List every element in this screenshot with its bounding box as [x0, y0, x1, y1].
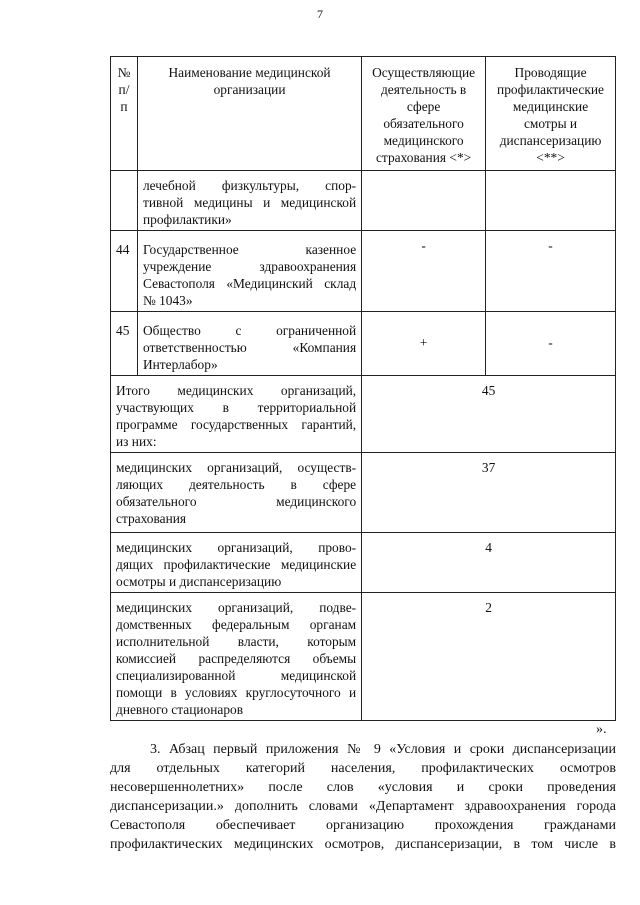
cell-prof — [486, 171, 616, 231]
amendment-paragraph — [110, 740, 616, 854]
cell-name — [137, 171, 361, 231]
text-line: ответственностью «Компания — [142, 340, 357, 355]
text-line: помощи в условиях круглосуточного и — [116, 685, 357, 700]
cell-prof: - — [486, 231, 616, 312]
total-label — [111, 593, 362, 721]
cell-oms — [362, 171, 486, 231]
text-line: из них: — [116, 434, 157, 449]
paragraph-line: Севастополя обеспечивает организацию прохождения гражданами — [110, 818, 616, 833]
total-row — [111, 533, 616, 593]
table-header-row — [111, 57, 616, 171]
header-prof: Проводящие профилактические медицинские смотры и диспансеризацию <**> — [486, 57, 616, 171]
text-line: домственных федеральным органам — [116, 617, 357, 632]
closing-quote: ». — [596, 722, 607, 737]
table-row — [111, 312, 616, 376]
total-row — [111, 453, 616, 533]
text-line: комиссией распределяются объемы — [116, 651, 357, 666]
text-line: лечебной физкультуры, спор- — [142, 178, 357, 193]
text-line: № 1043» — [142, 293, 193, 308]
table-row — [111, 231, 616, 312]
text-line: Итого медицинских организаций, — [116, 383, 357, 398]
total-label — [111, 453, 362, 533]
paragraph-line: профилактических медицинских осмотров, диспансеризации, в том числе в — [110, 837, 616, 852]
text-line: Общество с ограниченной — [142, 323, 357, 338]
cell-prof: - — [486, 312, 616, 376]
paragraph-line: диспансеризации.» дополнить словами «Департамент здравоохранения города — [110, 799, 616, 814]
text-line: обязательного медицинского — [116, 494, 357, 509]
header-name: Наименование медицинской организации — [137, 57, 361, 171]
header-oms: Осуществляющие деятельность в сфере обязательного медицинского страхования <*> — [362, 57, 486, 171]
total-label — [111, 376, 362, 453]
text-line: профилактики» — [142, 212, 232, 227]
cell-num — [111, 171, 138, 231]
total-row — [111, 376, 616, 453]
text-line: участвующих в территориальной — [116, 400, 357, 415]
total-value: 45 — [362, 376, 616, 453]
text-line: тивной медицины и медицинской — [142, 195, 357, 210]
paragraph-line: 3. Абзац первый приложения № 9 «Условия и сроки диспансеризации — [150, 742, 616, 757]
total-value: 37 — [362, 453, 616, 533]
text-line: Севастополя «Медицинский склад — [142, 276, 357, 291]
table-row — [111, 171, 616, 231]
text-line: учреждение здравоохранения — [142, 259, 357, 274]
cell-name — [137, 231, 361, 312]
cell-num: 45 — [111, 312, 138, 376]
text-line: медицинских организаций, осуществ- — [116, 460, 357, 475]
medical-organizations-table — [110, 56, 616, 721]
text-line: исполнительной власти, которым — [116, 634, 357, 649]
text-line: осмотры и диспансеризацию — [116, 574, 282, 589]
text-line: медицинских организаций, подве- — [116, 600, 357, 615]
total-label — [111, 533, 362, 593]
header-num: № п/п — [111, 57, 138, 171]
text-line: специализированной медицинской — [116, 668, 357, 683]
total-value: 2 — [362, 593, 616, 721]
total-row — [111, 593, 616, 721]
text-line: Государственное казенное — [142, 242, 357, 257]
text-line: страхования — [116, 511, 187, 526]
text-line: дневного стационаров — [116, 702, 244, 717]
text-line: программе государственных гарантий, — [116, 417, 357, 432]
total-value: 4 — [362, 533, 616, 593]
cell-num: 44 — [111, 231, 138, 312]
page-number: 7 — [317, 7, 323, 21]
cell-oms: + — [362, 312, 486, 376]
text-line: медицинских организаций, прово- — [116, 540, 357, 555]
text-line: дящих профилактические медицинские — [116, 557, 357, 572]
text-line: Интерлабор» — [142, 357, 218, 372]
cell-oms: - — [362, 231, 486, 312]
cell-name — [137, 312, 361, 376]
text-line: ляющих деятельность в сфере — [116, 477, 357, 492]
paragraph-line: несовершеннолетних» после слов «условия и сроки проведения — [110, 780, 616, 795]
paragraph-line: для отдельных категорий населения, профилактических осмотров — [110, 761, 616, 776]
